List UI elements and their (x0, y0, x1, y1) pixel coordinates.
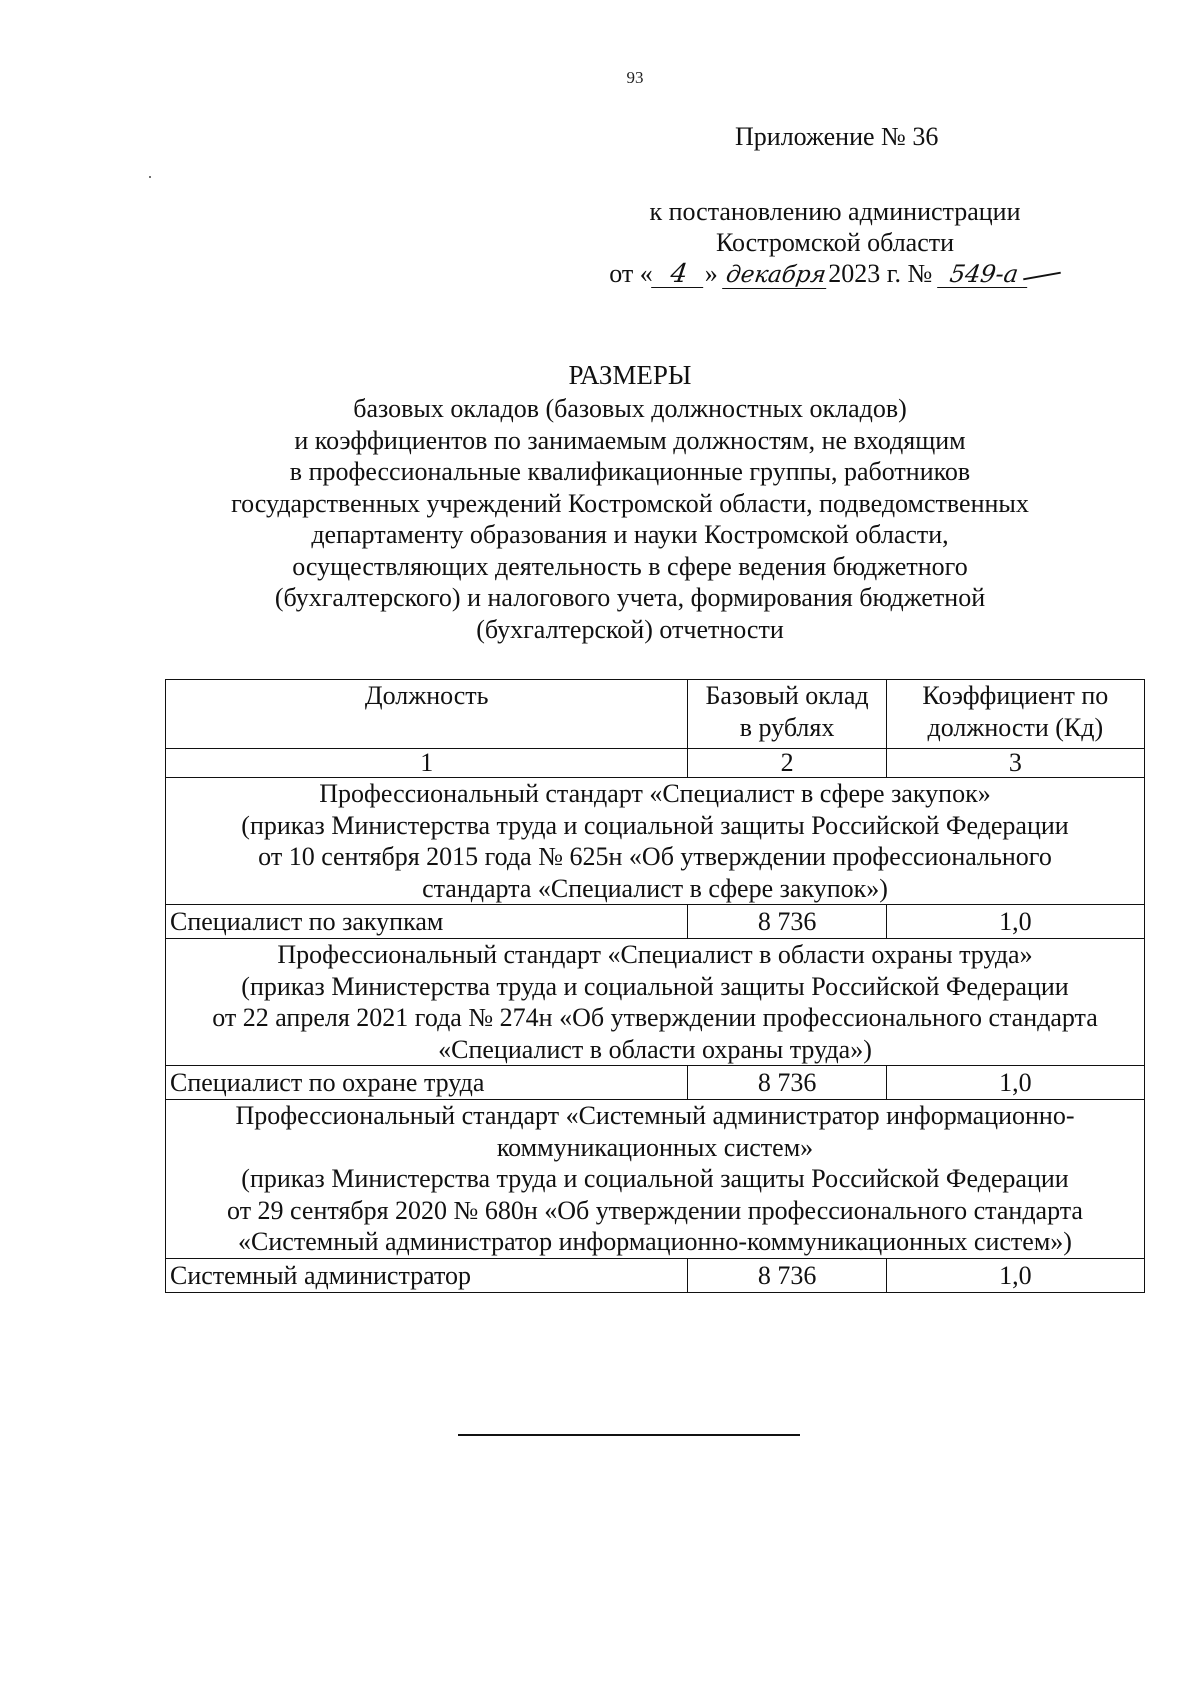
decree-line-2: Костромской области (715, 228, 955, 257)
section-line: (приказ Министерства труда и социальной защиты Российской Федерации (241, 810, 1069, 840)
table-row (166, 905, 1145, 939)
cell-base-salary: 8 736 (688, 1258, 886, 1292)
header-coef-line-2: должности (Кд) (927, 713, 1104, 742)
header-base-line-1: Базовый оклад (705, 681, 869, 710)
decree-line-1: к постановлению администрации (649, 197, 1021, 226)
cell-coefficient: 1,0 (886, 1258, 1144, 1292)
table-row (166, 1258, 1145, 1292)
section-line: (приказ Министерства труда и социальной защиты Российской Федерации (241, 1164, 1069, 1193)
cell-position: Специалист по охране труда (166, 1066, 688, 1100)
header-base-salary (688, 680, 886, 749)
section-header-sysadmin (166, 1100, 1145, 1259)
decree-year: 2023 г. № (828, 259, 933, 288)
subtitle-line: (бухгалтерской) отчетности (476, 614, 784, 644)
header-coefficient (886, 680, 1144, 749)
subtitle-line: департаменту образования и науки Костромской области, (311, 520, 949, 549)
cell-coefficient: 1,0 (886, 1066, 1144, 1100)
section-line: Профессиональный стандарт «Специалист в области охраны труда» (277, 940, 1033, 969)
section-line: Профессиональный стандарт «Системный администратор информационно- (235, 1101, 1075, 1130)
section-line: «Специалист в области охраны труда») (438, 1034, 872, 1064)
section-header-labor-safety (166, 939, 1145, 1066)
section-line: Профессиональный стандарт «Специалист в сфере закупок» (319, 779, 991, 808)
section-line: (приказ Министерства труда и социальной защиты Российской Федерации (241, 971, 1069, 1001)
decree-after-day: » (704, 259, 718, 288)
cell-position: Системный администратор (166, 1258, 688, 1292)
section-line: стандарта «Специалист в сфере закупок») (422, 873, 888, 903)
section-line: от 10 сентября 2015 года № 625н «Об утверждении профессионального (258, 842, 1052, 871)
section-line: от 22 апреля 2021 года № 274н «Об утверждении профессионального стандарта (212, 1003, 1098, 1032)
handwritten-day: 4 (651, 261, 707, 288)
table-row (166, 1066, 1145, 1100)
decree-date-line (609, 258, 1061, 289)
section-line: коммуникационных систем» (496, 1132, 814, 1162)
header-position-label: Должность (364, 681, 489, 710)
cell-base-salary: 8 736 (688, 905, 886, 939)
cell-base-salary: 8 736 (688, 1066, 886, 1100)
section-header-row (166, 778, 1145, 905)
appendix-label: Приложение № 36 (735, 122, 939, 151)
document-heading (0, 358, 1200, 645)
document-subtitle (0, 393, 1200, 645)
salary-table (165, 679, 1145, 1293)
end-of-document-rule (458, 1434, 800, 1436)
header-coef-line-1: Коэффициент по (922, 681, 1109, 710)
decree-prefix: от « (609, 259, 653, 288)
handwritten-month: декабря (722, 262, 830, 289)
subtitle-line: в профессиональные квалификационные группы, работников (289, 457, 971, 486)
section-header-row (166, 1100, 1145, 1259)
table-header-row (166, 680, 1145, 749)
cell-coefficient: 1,0 (886, 905, 1144, 939)
column-number: 1 (166, 749, 688, 778)
page-number: 93 (626, 68, 644, 87)
handwritten-decree-number: 549-а (937, 261, 1031, 288)
column-number: 2 (688, 749, 886, 778)
subtitle-line: (бухгалтерского) и налогового учета, формирования бюджетной (274, 583, 986, 612)
section-header-procurement (166, 778, 1145, 905)
column-number: 3 (886, 749, 1144, 778)
cell-position: Специалист по закупкам (166, 905, 688, 939)
decree-reference (600, 196, 1070, 289)
subtitle-line: и коэффициентов по занимаемым должностям, не входящим (294, 425, 966, 455)
header-base-line-2: в рублях (739, 713, 835, 742)
subtitle-line: базовых окладов (базовых должностных окладов) (353, 394, 907, 423)
section-line: «Системный администратор информационно-коммуникационных систем») (238, 1227, 1072, 1256)
header-position (166, 680, 688, 749)
section-header-row (166, 939, 1145, 1066)
column-number-row (166, 749, 1145, 778)
scan-speck (149, 176, 151, 178)
subtitle-line: государственных учреждений Костромской области, подведомственных (231, 488, 1029, 518)
subtitle-line: осуществляющих деятельность в сфере ведения бюджетного (292, 551, 968, 581)
document-title: РАЗМЕРЫ (568, 360, 692, 390)
section-line: от 29 сентября 2020 № 680н «Об утверждении профессионального стандарта (227, 1195, 1083, 1225)
